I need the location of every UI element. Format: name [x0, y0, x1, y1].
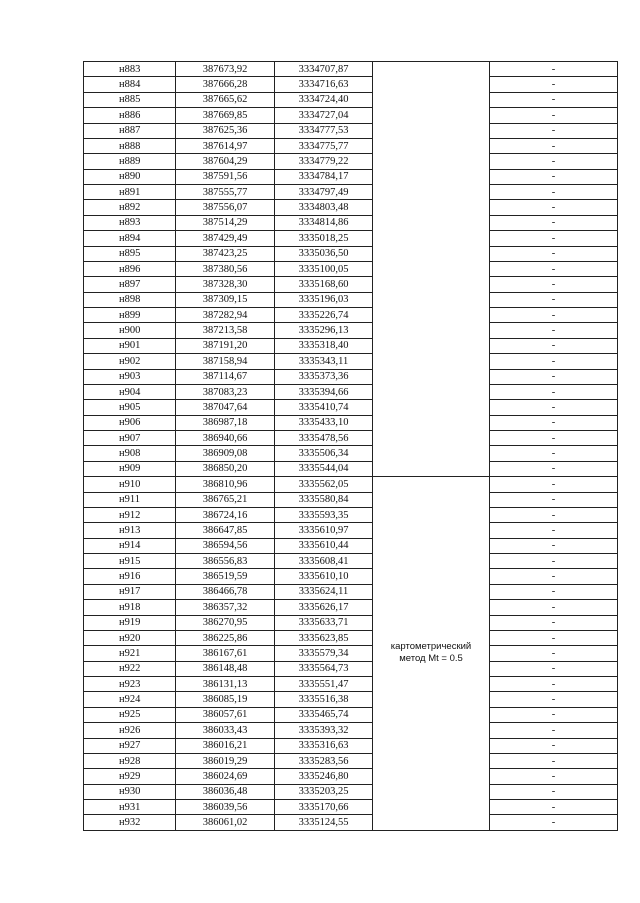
y-coordinate-cell: 3335610,10 [275, 569, 373, 584]
extra-cell: - [490, 661, 618, 676]
extra-cell: - [490, 800, 618, 815]
point-name-cell: н921 [84, 646, 176, 661]
x-coordinate-cell: 387429,49 [176, 231, 275, 246]
table-row [84, 92, 618, 107]
y-coordinate-cell: 3335610,44 [275, 538, 373, 553]
table-row [84, 615, 618, 630]
extra-cell: - [490, 169, 618, 184]
extra-cell: - [490, 784, 618, 799]
table-row [84, 277, 618, 292]
y-coordinate-cell: 3335196,03 [275, 292, 373, 307]
table-row [84, 492, 618, 507]
x-coordinate-cell: 386765,21 [176, 492, 275, 507]
y-coordinate-cell: 3335343,11 [275, 354, 373, 369]
extra-cell: - [490, 415, 618, 430]
y-coordinate-cell: 3334814,86 [275, 215, 373, 230]
x-coordinate-cell: 386519,59 [176, 569, 275, 584]
x-coordinate-cell: 386909,08 [176, 446, 275, 461]
table-row [84, 354, 618, 369]
extra-cell: - [490, 154, 618, 169]
x-coordinate-cell: 386810,96 [176, 477, 275, 492]
extra-cell: - [490, 292, 618, 307]
y-coordinate-cell: 3335100,05 [275, 261, 373, 276]
table-row [84, 554, 618, 569]
x-coordinate-cell: 386987,18 [176, 415, 275, 430]
y-coordinate-cell: 3335316,63 [275, 738, 373, 753]
extra-cell: - [490, 200, 618, 215]
extra-cell: - [490, 630, 618, 645]
point-name-cell: н928 [84, 753, 176, 768]
table-row [84, 261, 618, 276]
x-coordinate-cell: 386036,48 [176, 784, 275, 799]
point-name-cell: н896 [84, 261, 176, 276]
point-name-cell: н888 [84, 138, 176, 153]
point-name-cell: н918 [84, 600, 176, 615]
x-coordinate-cell: 386594,56 [176, 538, 275, 553]
point-name-cell: н889 [84, 154, 176, 169]
x-coordinate-cell: 387083,23 [176, 384, 275, 399]
extra-cell: - [490, 338, 618, 353]
table-row [84, 323, 618, 338]
x-coordinate-cell: 387328,30 [176, 277, 275, 292]
table-row [84, 246, 618, 261]
table-row [84, 507, 618, 522]
extra-cell: - [490, 554, 618, 569]
y-coordinate-cell: 3335544,04 [275, 461, 373, 476]
y-coordinate-cell: 3335203,25 [275, 784, 373, 799]
point-name-cell: н890 [84, 169, 176, 184]
extra-cell: - [490, 400, 618, 415]
point-name-cell: н908 [84, 446, 176, 461]
table-row [84, 661, 618, 676]
x-coordinate-cell: 387591,56 [176, 169, 275, 184]
point-name-cell: н893 [84, 215, 176, 230]
point-name-cell: н900 [84, 323, 176, 338]
extra-cell: - [490, 231, 618, 246]
point-name-cell: н891 [84, 185, 176, 200]
x-coordinate-cell: 387114,67 [176, 369, 275, 384]
x-coordinate-cell: 386148,48 [176, 661, 275, 676]
x-coordinate-cell: 386061,02 [176, 815, 275, 830]
extra-cell: - [490, 446, 618, 461]
y-coordinate-cell: 3334777,53 [275, 123, 373, 138]
x-coordinate-cell: 386357,32 [176, 600, 275, 615]
x-coordinate-cell: 387665,62 [176, 92, 275, 107]
y-coordinate-cell: 3335593,35 [275, 507, 373, 522]
point-name-cell: н894 [84, 231, 176, 246]
extra-cell: - [490, 646, 618, 661]
y-coordinate-cell: 3334707,87 [275, 62, 373, 77]
point-name-cell: н886 [84, 108, 176, 123]
extra-cell: - [490, 707, 618, 722]
x-coordinate-cell: 387673,92 [176, 62, 275, 77]
table-row [84, 369, 618, 384]
x-coordinate-cell: 387514,29 [176, 215, 275, 230]
table-row [84, 123, 618, 138]
y-coordinate-cell: 3335318,40 [275, 338, 373, 353]
table-row [84, 77, 618, 92]
table-row [84, 446, 618, 461]
point-name-cell: н899 [84, 308, 176, 323]
x-coordinate-cell: 387309,15 [176, 292, 275, 307]
y-coordinate-cell: 3335226,74 [275, 308, 373, 323]
x-coordinate-cell: 386019,29 [176, 753, 275, 768]
table-row [84, 461, 618, 476]
table-row [84, 108, 618, 123]
table-row [84, 400, 618, 415]
table-row [84, 569, 618, 584]
point-name-cell: н907 [84, 431, 176, 446]
extra-cell: - [490, 600, 618, 615]
method-cell [373, 477, 490, 831]
x-coordinate-cell: 386167,61 [176, 646, 275, 661]
y-coordinate-cell: 3335562,05 [275, 477, 373, 492]
table-row [84, 692, 618, 707]
y-coordinate-cell: 3335018,25 [275, 231, 373, 246]
x-coordinate-cell: 387555,77 [176, 185, 275, 200]
y-coordinate-cell: 3335624,11 [275, 584, 373, 599]
point-name-cell: н884 [84, 77, 176, 92]
point-name-cell: н892 [84, 200, 176, 215]
y-coordinate-cell: 3334803,48 [275, 200, 373, 215]
point-name-cell: н910 [84, 477, 176, 492]
method-cell-empty [373, 62, 490, 477]
x-coordinate-cell: 387191,20 [176, 338, 275, 353]
y-coordinate-cell: 3335410,74 [275, 400, 373, 415]
table-row [84, 523, 618, 538]
table-row [84, 600, 618, 615]
x-coordinate-cell: 387380,56 [176, 261, 275, 276]
y-coordinate-cell: 3335433,10 [275, 415, 373, 430]
x-coordinate-cell: 386024,69 [176, 769, 275, 784]
x-coordinate-cell: 387423,25 [176, 246, 275, 261]
extra-cell: - [490, 769, 618, 784]
x-coordinate-cell: 387158,94 [176, 354, 275, 369]
point-name-cell: н930 [84, 784, 176, 799]
extra-cell: - [490, 277, 618, 292]
y-coordinate-cell: 3334797,49 [275, 185, 373, 200]
table-row [84, 584, 618, 599]
point-name-cell: н883 [84, 62, 176, 77]
table-row [84, 431, 618, 446]
y-coordinate-cell: 3335626,17 [275, 600, 373, 615]
table-row [84, 200, 618, 215]
y-coordinate-cell: 3334716,63 [275, 77, 373, 92]
point-name-cell: н903 [84, 369, 176, 384]
extra-cell: - [490, 185, 618, 200]
table-row [84, 384, 618, 399]
x-coordinate-cell: 386850,20 [176, 461, 275, 476]
extra-cell: - [490, 569, 618, 584]
x-coordinate-cell: 387669,85 [176, 108, 275, 123]
extra-cell: - [490, 138, 618, 153]
point-name-cell: н904 [84, 384, 176, 399]
table-row [84, 308, 618, 323]
point-name-cell: н913 [84, 523, 176, 538]
y-coordinate-cell: 3335283,56 [275, 753, 373, 768]
method-accuracy: метод Mt = 0.5 [399, 653, 463, 665]
x-coordinate-cell: 386033,43 [176, 723, 275, 738]
y-coordinate-cell: 3335633,71 [275, 615, 373, 630]
x-coordinate-cell: 386940,66 [176, 431, 275, 446]
point-name-cell: н922 [84, 661, 176, 676]
table-row [84, 477, 618, 492]
coordinates-table-body [84, 62, 618, 831]
extra-cell: - [490, 538, 618, 553]
y-coordinate-cell: 3335465,74 [275, 707, 373, 722]
point-name-cell: н885 [84, 92, 176, 107]
x-coordinate-cell: 387556,07 [176, 200, 275, 215]
table-row [84, 338, 618, 353]
y-coordinate-cell: 3335168,60 [275, 277, 373, 292]
x-coordinate-cell: 387604,29 [176, 154, 275, 169]
y-coordinate-cell: 3335373,36 [275, 369, 373, 384]
extra-cell: - [490, 753, 618, 768]
x-coordinate-cell: 387614,97 [176, 138, 275, 153]
extra-cell: - [490, 431, 618, 446]
y-coordinate-cell: 3334724,40 [275, 92, 373, 107]
point-name-cell: н905 [84, 400, 176, 415]
point-name-cell: н932 [84, 815, 176, 830]
point-name-cell: н901 [84, 338, 176, 353]
extra-cell: - [490, 323, 618, 338]
y-coordinate-cell: 3335124,55 [275, 815, 373, 830]
x-coordinate-cell: 386085,19 [176, 692, 275, 707]
extra-cell: - [490, 815, 618, 830]
point-name-cell: н902 [84, 354, 176, 369]
coordinates-table [83, 61, 618, 831]
x-coordinate-cell: 387625,36 [176, 123, 275, 138]
point-name-cell: н911 [84, 492, 176, 507]
x-coordinate-cell: 387047,64 [176, 400, 275, 415]
extra-cell: - [490, 308, 618, 323]
table-row [84, 231, 618, 246]
point-name-cell: н887 [84, 123, 176, 138]
x-coordinate-cell: 386039,56 [176, 800, 275, 815]
extra-cell: - [490, 723, 618, 738]
extra-cell: - [490, 523, 618, 538]
y-coordinate-cell: 3335394,66 [275, 384, 373, 399]
extra-cell: - [490, 77, 618, 92]
extra-cell: - [490, 461, 618, 476]
y-coordinate-cell: 3334727,04 [275, 108, 373, 123]
table-row [84, 677, 618, 692]
table-row [84, 62, 618, 77]
point-name-cell: н926 [84, 723, 176, 738]
extra-cell: - [490, 738, 618, 753]
extra-cell: - [490, 615, 618, 630]
x-coordinate-cell: 386466,78 [176, 584, 275, 599]
table-row [84, 185, 618, 200]
point-name-cell: н898 [84, 292, 176, 307]
x-coordinate-cell: 387213,58 [176, 323, 275, 338]
point-name-cell: н917 [84, 584, 176, 599]
extra-cell: - [490, 261, 618, 276]
point-name-cell: н914 [84, 538, 176, 553]
extra-cell: - [490, 677, 618, 692]
point-name-cell: н909 [84, 461, 176, 476]
y-coordinate-cell: 3335551,47 [275, 677, 373, 692]
extra-cell: - [490, 477, 618, 492]
point-name-cell: н929 [84, 769, 176, 784]
point-name-cell: н916 [84, 569, 176, 584]
y-coordinate-cell: 3335170,66 [275, 800, 373, 815]
table-row [84, 292, 618, 307]
point-name-cell: н895 [84, 246, 176, 261]
extra-cell: - [490, 692, 618, 707]
point-name-cell: н924 [84, 692, 176, 707]
x-coordinate-cell: 386724,16 [176, 507, 275, 522]
extra-cell: - [490, 584, 618, 599]
table-row [84, 769, 618, 784]
y-coordinate-cell: 3335246,80 [275, 769, 373, 784]
x-coordinate-cell: 386057,61 [176, 707, 275, 722]
y-coordinate-cell: 3335610,97 [275, 523, 373, 538]
extra-cell: - [490, 123, 618, 138]
x-coordinate-cell: 386647,85 [176, 523, 275, 538]
extra-cell: - [490, 246, 618, 261]
table-row [84, 646, 618, 661]
y-coordinate-cell: 3335478,56 [275, 431, 373, 446]
x-coordinate-cell: 386556,83 [176, 554, 275, 569]
point-name-cell: н920 [84, 630, 176, 645]
extra-cell: - [490, 384, 618, 399]
x-coordinate-cell: 387282,94 [176, 308, 275, 323]
table-row [84, 138, 618, 153]
y-coordinate-cell: 3335393,32 [275, 723, 373, 738]
table-row [84, 154, 618, 169]
extra-cell: - [490, 215, 618, 230]
table-row [84, 753, 618, 768]
point-name-cell: н906 [84, 415, 176, 430]
extra-cell: - [490, 507, 618, 522]
y-coordinate-cell: 3335036,50 [275, 246, 373, 261]
table-row [84, 707, 618, 722]
table-row [84, 738, 618, 753]
method-name: картометрический [390, 641, 472, 653]
table-row [84, 800, 618, 815]
table-row [84, 723, 618, 738]
point-name-cell: н897 [84, 277, 176, 292]
y-coordinate-cell: 3335608,41 [275, 554, 373, 569]
y-coordinate-cell: 3335296,13 [275, 323, 373, 338]
point-name-cell: н923 [84, 677, 176, 692]
table-row [84, 815, 618, 830]
point-name-cell: н925 [84, 707, 176, 722]
point-name-cell: н912 [84, 507, 176, 522]
extra-cell: - [490, 492, 618, 507]
extra-cell: - [490, 92, 618, 107]
x-coordinate-cell: 386270,95 [176, 615, 275, 630]
y-coordinate-cell: 3334784,17 [275, 169, 373, 184]
table-row [84, 415, 618, 430]
y-coordinate-cell: 3335623,85 [275, 630, 373, 645]
y-coordinate-cell: 3335564,73 [275, 661, 373, 676]
x-coordinate-cell: 386016,21 [176, 738, 275, 753]
x-coordinate-cell: 386225,86 [176, 630, 275, 645]
y-coordinate-cell: 3335516,38 [275, 692, 373, 707]
x-coordinate-cell: 387666,28 [176, 77, 275, 92]
x-coordinate-cell: 386131,13 [176, 677, 275, 692]
table-row [84, 169, 618, 184]
extra-cell: - [490, 369, 618, 384]
table-row [84, 538, 618, 553]
table-row [84, 215, 618, 230]
point-name-cell: н931 [84, 800, 176, 815]
extra-cell: - [490, 108, 618, 123]
table-row [84, 784, 618, 799]
y-coordinate-cell: 3334775,77 [275, 138, 373, 153]
extra-cell: - [490, 62, 618, 77]
point-name-cell: н919 [84, 615, 176, 630]
point-name-cell: н927 [84, 738, 176, 753]
y-coordinate-cell: 3335579,34 [275, 646, 373, 661]
y-coordinate-cell: 3334779,22 [275, 154, 373, 169]
y-coordinate-cell: 3335506,34 [275, 446, 373, 461]
table-row [84, 630, 618, 645]
y-coordinate-cell: 3335580,84 [275, 492, 373, 507]
point-name-cell: н915 [84, 554, 176, 569]
extra-cell: - [490, 354, 618, 369]
